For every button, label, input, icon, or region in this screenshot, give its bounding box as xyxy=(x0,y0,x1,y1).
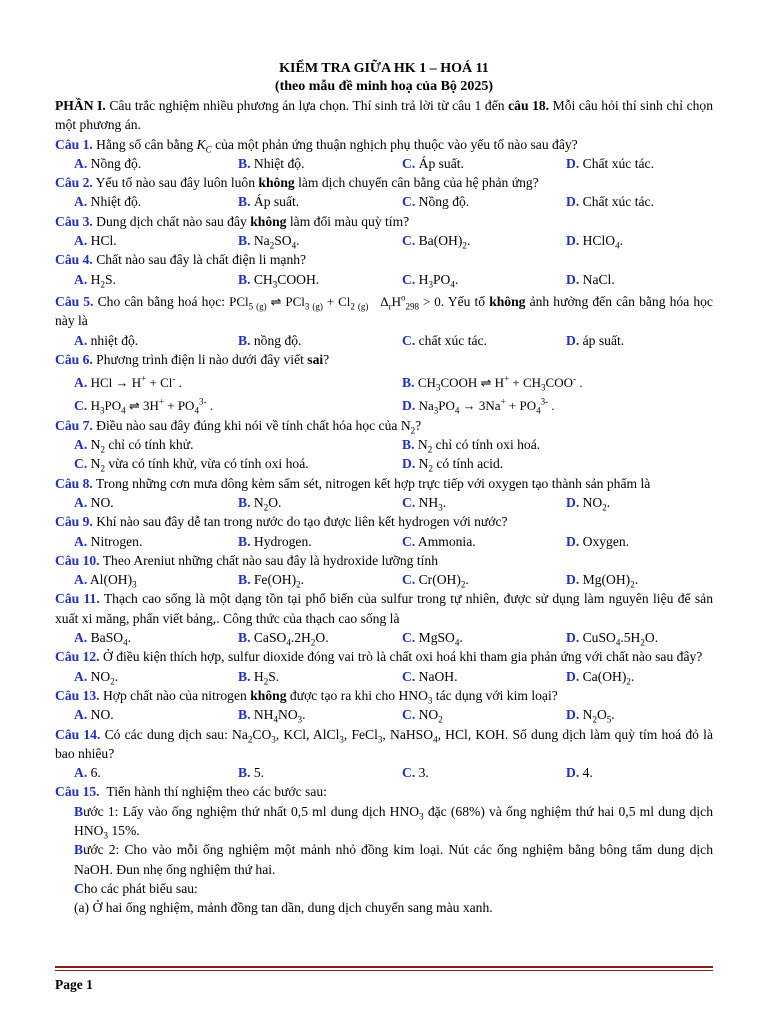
exam-subtitle: (theo mẫu đề minh hoạ của Bộ 2025) xyxy=(274,79,494,94)
q10-option-c[interactable]: C. $Cr(OH)_2$. xyxy=(402,572,469,590)
q7-option-b[interactable]: B. $N_2$ chỉ có tính oxi hoá. xyxy=(402,437,541,455)
q1-option-c[interactable]: C. Áp suất. xyxy=(402,155,464,171)
question-14: Câu 14. Có các dung dịch sau: $Na_2CO_3$, KCl, AlCl$_3$, FeCl$_3$, NaHSO$_4$, HCl, KOH. Số dung dịch làm quỳ tím hoá đỏ là bao nhiêu? xyxy=(55,726,713,761)
q14-option-b[interactable]: B. 5. xyxy=(238,765,265,781)
part1-instructions xyxy=(55,96,713,135)
q9-option-c[interactable]: C. Ammonia. xyxy=(402,533,476,549)
q8-option-d[interactable]: D. $NO_2$. xyxy=(566,494,611,513)
q2-option-a[interactable]: A. Nhiệt độ. xyxy=(74,194,142,210)
q11-option-a[interactable]: A. BaSO$_4$. xyxy=(74,630,132,648)
q15-step-2: Bước 2: Cho vào mỗi ống nghiệm một mảnh nhỏ đồng kim loại. Nút các ống nghiệm bằng bông tẩm dung dịch NaOH. Đun nhẹ ống nghiệm thứ hai. xyxy=(74,842,713,877)
q6-options-cd xyxy=(55,396,713,415)
question-4: Câu 4. Chất nào sau đây là chất điện li mạnh? xyxy=(55,252,307,268)
q8-option-b[interactable]: B. $N_2O$. xyxy=(238,494,282,513)
q4-option-d[interactable]: D. NaCl. xyxy=(566,271,615,287)
question-5: Câu 5. Cho cân bằng hoá học: PCl$_{5 (g)}$ ⇌ $PCl_{3 (g)} + Cl_{2 (g)}$ $\Delta_rH^o_{298} > 0$. Yếu tố không ảnh hưởng đến cân bằng hóa học này là xyxy=(55,292,713,329)
q14-option-d[interactable]: D. 4. xyxy=(566,765,593,781)
q1-option-a[interactable]: A. Nồng độ. xyxy=(74,155,142,171)
exam-page xyxy=(55,60,713,917)
part1-text2: Mỗi câu hỏi thí sinh chỉ chọn một phương án. xyxy=(55,98,713,133)
question-1: Câu 1. Hằng số cân bằng $K_C$ của một phản ứng thuận nghịch phụ thuộc vào yếu tố nào sau đây? xyxy=(55,136,578,155)
q14-options xyxy=(55,763,713,782)
q2-option-c[interactable]: C. Nồng độ. xyxy=(402,194,470,210)
q9-option-d[interactable]: D. Oxygen. xyxy=(566,533,630,549)
q10-option-a[interactable]: A. $Al(OH)_3$ xyxy=(74,572,137,590)
footer-rule-thin xyxy=(55,970,713,971)
q10-option-d[interactable]: D. $Mg(OH)_2$. xyxy=(566,572,639,590)
q7-option-d[interactable]: D. $N_2$ có tính acid. xyxy=(402,456,504,475)
q3-option-a[interactable]: A. HCl. xyxy=(74,233,117,249)
q11-option-b[interactable]: B. $CaSO_4.2H_2O$. xyxy=(238,630,329,648)
q9-option-a[interactable]: A. Nitrogen. xyxy=(74,533,143,549)
q10-option-b[interactable]: B. $Fe(OH)_2$. xyxy=(238,572,305,590)
q8-options xyxy=(55,493,713,512)
q1-number: Câu 1. xyxy=(55,136,93,152)
q2-option-d[interactable]: D. Chất xúc tác. xyxy=(566,194,654,210)
q13-option-d[interactable]: D. $N_2O_5$. xyxy=(566,707,615,725)
q12-options xyxy=(55,667,713,686)
q15-statements-intro: Cho các phát biểu sau: xyxy=(74,880,198,896)
q12-option-a[interactable]: A. $NO_2$. xyxy=(74,668,119,687)
question-3: Câu 3. Dung dịch chất nào sau đây không làm đổi màu quỳ tím? xyxy=(55,213,410,229)
q13-option-a[interactable]: A. NO. xyxy=(74,707,114,723)
q2-options xyxy=(55,192,713,211)
question-8: Câu 8. Trong những cơn mưa dông kèm sấm sét, nitrogen kết hợp trực tiếp với oxygen tạo thành sản phẩm là xyxy=(55,475,651,491)
q2-option-b[interactable]: B. Áp suất. xyxy=(238,194,300,210)
q5-option-a[interactable]: A. nhiệt độ. xyxy=(74,332,139,348)
q6-option-d[interactable]: D. $Na_3PO_4 \to 3Na^+ + PO_4^{3-}$ . xyxy=(402,397,555,417)
q7-option-c[interactable]: C. $N_2$ vừa có tính khử, vừa có tính oxi hoá. xyxy=(74,456,309,475)
q12-option-d[interactable]: D. $Ca(OH)_2$. xyxy=(566,668,635,687)
q6-option-c[interactable]: C. $H_3PO_4$ ⇌ $3H^+ + PO_4^{3-}$ . xyxy=(74,397,213,417)
q4-option-b[interactable]: B. $CH_3COOH$. xyxy=(238,271,320,290)
q9-option-b[interactable]: B. Hydrogen. xyxy=(238,533,312,549)
q15-statement-a: (a) Ở hai ống nghiệm, mảnh đồng tan dần, dung dịch chuyển sang màu xanh. xyxy=(74,900,493,916)
q6-options-ab xyxy=(55,373,713,392)
page-number: Page 1 xyxy=(55,977,93,992)
q14-option-a[interactable]: A. 6. xyxy=(74,765,101,781)
q8-option-a[interactable]: A. NO. xyxy=(74,494,114,510)
question-11: Câu 11. Thạch cao sống là một dạng tồn tại phổ biến của sulfur trong tự nhiên, được sử dụng làm nguyên liệu để sản xuất xi măng, phấn viết bảng,. Công thức của thạch cao sống là xyxy=(55,591,713,626)
q11-option-d[interactable]: D. $CuSO_4.5H_2O$. xyxy=(566,630,659,648)
question-7: Câu 7. Điều nào sau đây đúng khi nói về tính chất hóa học của $N_2$? xyxy=(55,417,422,436)
q7-options-ab xyxy=(55,435,713,454)
q9-options xyxy=(55,532,713,551)
q15-step-1: Bước 1: Lấy vào ống nghiệm thứ nhất 0,5 ml dung dịch $HNO_3$ đặc (68%) và ống nghiệm thứ hai 0,5 ml dung dịch $HNO_3$ 15%. xyxy=(74,803,713,841)
q11-options xyxy=(55,628,713,647)
question-9: Câu 9. Khí nào sau đây dễ tan trong nước do tạo được liên kết hydrogen với nước? xyxy=(55,514,508,530)
part1-label: PHẦN I. xyxy=(55,98,106,113)
q4-options xyxy=(55,270,713,289)
q14-option-c[interactable]: C. 3. xyxy=(402,765,429,781)
q3-option-c[interactable]: C. $Ba(OH)_2$. xyxy=(402,233,471,251)
q3-option-b[interactable]: B. $Na_2SO_4$. xyxy=(238,233,300,251)
question-15: Câu 15. Tiến hành thí nghiệm theo các bước sau: xyxy=(55,784,327,800)
q3-option-d[interactable]: D. HClO$_4$. xyxy=(566,233,624,251)
part1-bold: câu 18. xyxy=(508,98,550,113)
page-footer xyxy=(55,966,713,993)
question-12: Câu 12. Ở điều kiện thích hợp, sulfur dioxide đóng vai trò là chất oxi hoá khi tham gia phản ứng với chất nào sau đây? xyxy=(55,649,703,665)
q13-options xyxy=(55,705,713,724)
q12-option-b[interactable]: B. $H_2S$. xyxy=(238,668,280,687)
q10-options xyxy=(55,570,713,589)
q1-option-b[interactable]: B. Nhiệt độ. xyxy=(238,155,305,171)
q7-options-cd xyxy=(55,454,713,473)
q5-option-d[interactable]: D. áp suất. xyxy=(566,332,625,348)
q8-option-c[interactable]: C. $NH_3$. xyxy=(402,494,447,513)
q13-option-c[interactable]: C. $NO_2$ xyxy=(402,707,443,725)
q5-equation: PCl$_{5 (g)}$ ⇌ $PCl_{3 (g)} + Cl_{2 (g)}$ $\Delta_rH^o_{298} > 0$ xyxy=(229,292,441,312)
q12-option-c[interactable]: C. NaOH. xyxy=(402,668,458,684)
q6-option-a[interactable]: A. HCl → H+ + Cl- . xyxy=(74,373,182,391)
question-6: Câu 6. Phương trình điện li nào dưới đây viết sai? xyxy=(55,351,330,367)
q6-option-b[interactable]: B. $CH_3COOH$ ⇌ $H^+ + CH_3COO^-$ . xyxy=(402,373,583,393)
q1-option-d[interactable]: D. Chất xúc tác. xyxy=(566,155,654,171)
question-10: Câu 10. Theo Areniut những chất nào sau đây là hydroxide lưỡng tính xyxy=(55,552,438,568)
question-13: Câu 13. Hợp chất nào của nitrogen không được tạo ra khi cho $HNO_3$ tác dụng với kim loại? xyxy=(55,687,558,706)
q5-options xyxy=(55,331,713,350)
q4-option-a[interactable]: A. $H_2S$. xyxy=(74,271,116,290)
part1-text: Câu trắc nghiệm nhiều phương án lựa chọn. Thí sinh trả lời từ câu 1 đến xyxy=(105,98,509,113)
q7-option-a[interactable]: A. $N_2$ chỉ có tính khử. xyxy=(74,437,194,455)
q1-options xyxy=(55,154,713,173)
exam-title: KIỂM TRA GIỮA HK 1 – HOÁ 11 xyxy=(279,61,489,76)
footer-rule xyxy=(55,966,713,968)
q5-option-c[interactable]: C. chất xúc tác. xyxy=(402,332,487,348)
q11-option-c[interactable]: C. MgSO$_4$. xyxy=(402,630,463,648)
q5-option-b[interactable]: B. nồng độ. xyxy=(238,332,302,348)
q3-options xyxy=(55,231,713,250)
question-2: Câu 2. Yếu tố nào sau đây luôn luôn không làm dịch chuyển cân bằng của hệ phản ứng? xyxy=(55,175,539,191)
q13-option-b[interactable]: B. $NH_4NO_3$. xyxy=(238,707,306,725)
q4-option-c[interactable]: C. $H_3PO_4$. xyxy=(402,271,459,290)
